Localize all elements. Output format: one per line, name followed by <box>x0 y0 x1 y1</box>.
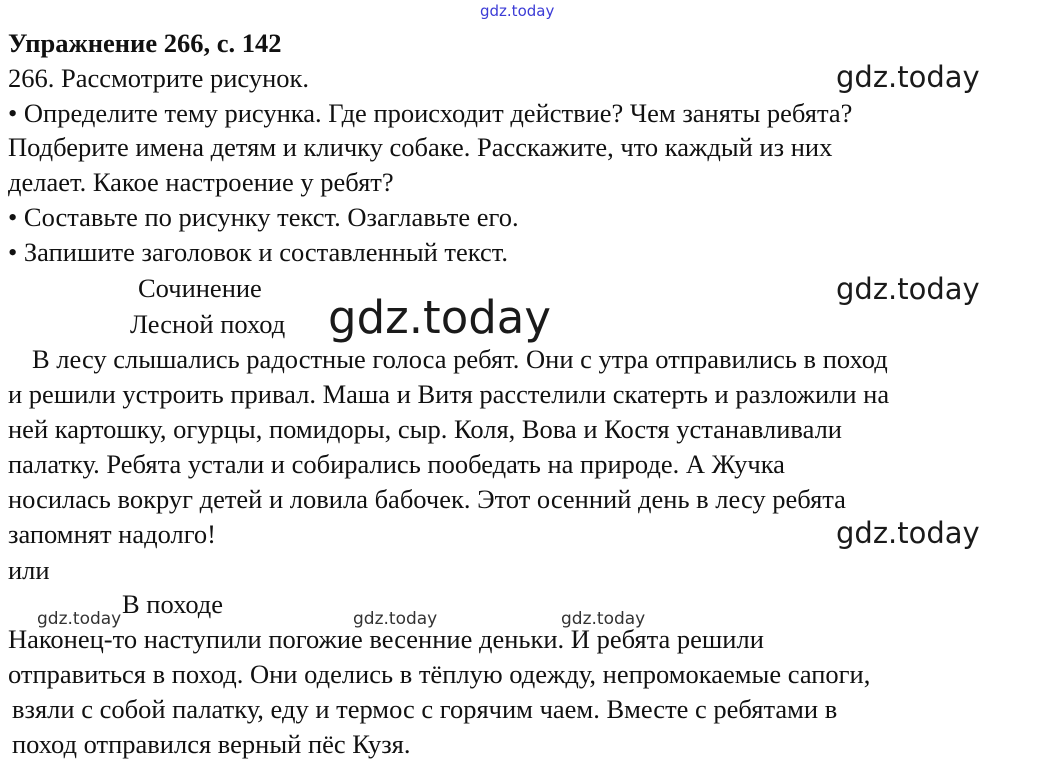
watermark-small: gdz.today <box>353 609 438 629</box>
task-line: • Составьте по рисунку текст. Озаглавьте его. <box>8 202 519 232</box>
essay-line: взяли с собой палатку, еду и термос с горячим чаем. Вместе с ребятами в <box>12 694 838 724</box>
essay-line: ней картошку, огурцы, помидоры, сыр. Коля, Вова и Костя устанавливали <box>8 414 842 444</box>
task-line: • Определите тему рисунка. Где происходит действие? Чем заняты ребята? <box>8 98 853 128</box>
watermark: gdz.today <box>836 272 980 306</box>
essay-line: отправиться в поход. Они оделись в тёплую одежду, непромокаемые сапоги, <box>8 659 871 689</box>
essay-line: В лесу слышались радостные голоса ребят. Они с утра отправились в поход <box>32 344 888 374</box>
task-line: делает. Какое настроение у ребят? <box>8 167 394 197</box>
essay-line: запомнят надолго! <box>8 519 216 549</box>
watermark: gdz.today <box>836 516 980 550</box>
exercise-heading: Упражнение 266, с. 142 <box>8 28 282 58</box>
task-line: Подберите имена детям и кличку собаке. Расскажите, что каждый из них <box>8 132 833 162</box>
watermark-top: gdz.today <box>480 2 555 20</box>
watermark-small: gdz.today <box>561 609 646 629</box>
watermark-large: gdz.today <box>328 291 552 344</box>
essay-line: и решили устроить привал. Маша и Витя расстелили скатерть и разложили на <box>8 379 890 409</box>
separator-text: или <box>8 555 50 585</box>
essay-line: носилась вокруг детей и ловила бабочек. Этот осенний день в лесу ребята <box>8 484 846 514</box>
essay-label: Сочинение <box>138 273 262 303</box>
essay-line: поход отправился верный пёс Кузя. <box>12 729 411 759</box>
essay-line: Наконец-то наступили погожие весенние деньки. И ребята решили <box>8 624 764 654</box>
watermark-small: gdz.today <box>37 609 122 629</box>
essay-line: палатку. Ребята устали и собирались пообедать на природе. А Жучка <box>8 449 785 479</box>
essay-title: Лесной поход <box>130 309 286 339</box>
task-line: 266. Рассмотрите рисунок. <box>8 63 310 93</box>
essay-title: В походе <box>122 589 224 619</box>
task-line: • Запишите заголовок и составленный текст. <box>8 237 508 267</box>
watermark: gdz.today <box>836 60 980 94</box>
